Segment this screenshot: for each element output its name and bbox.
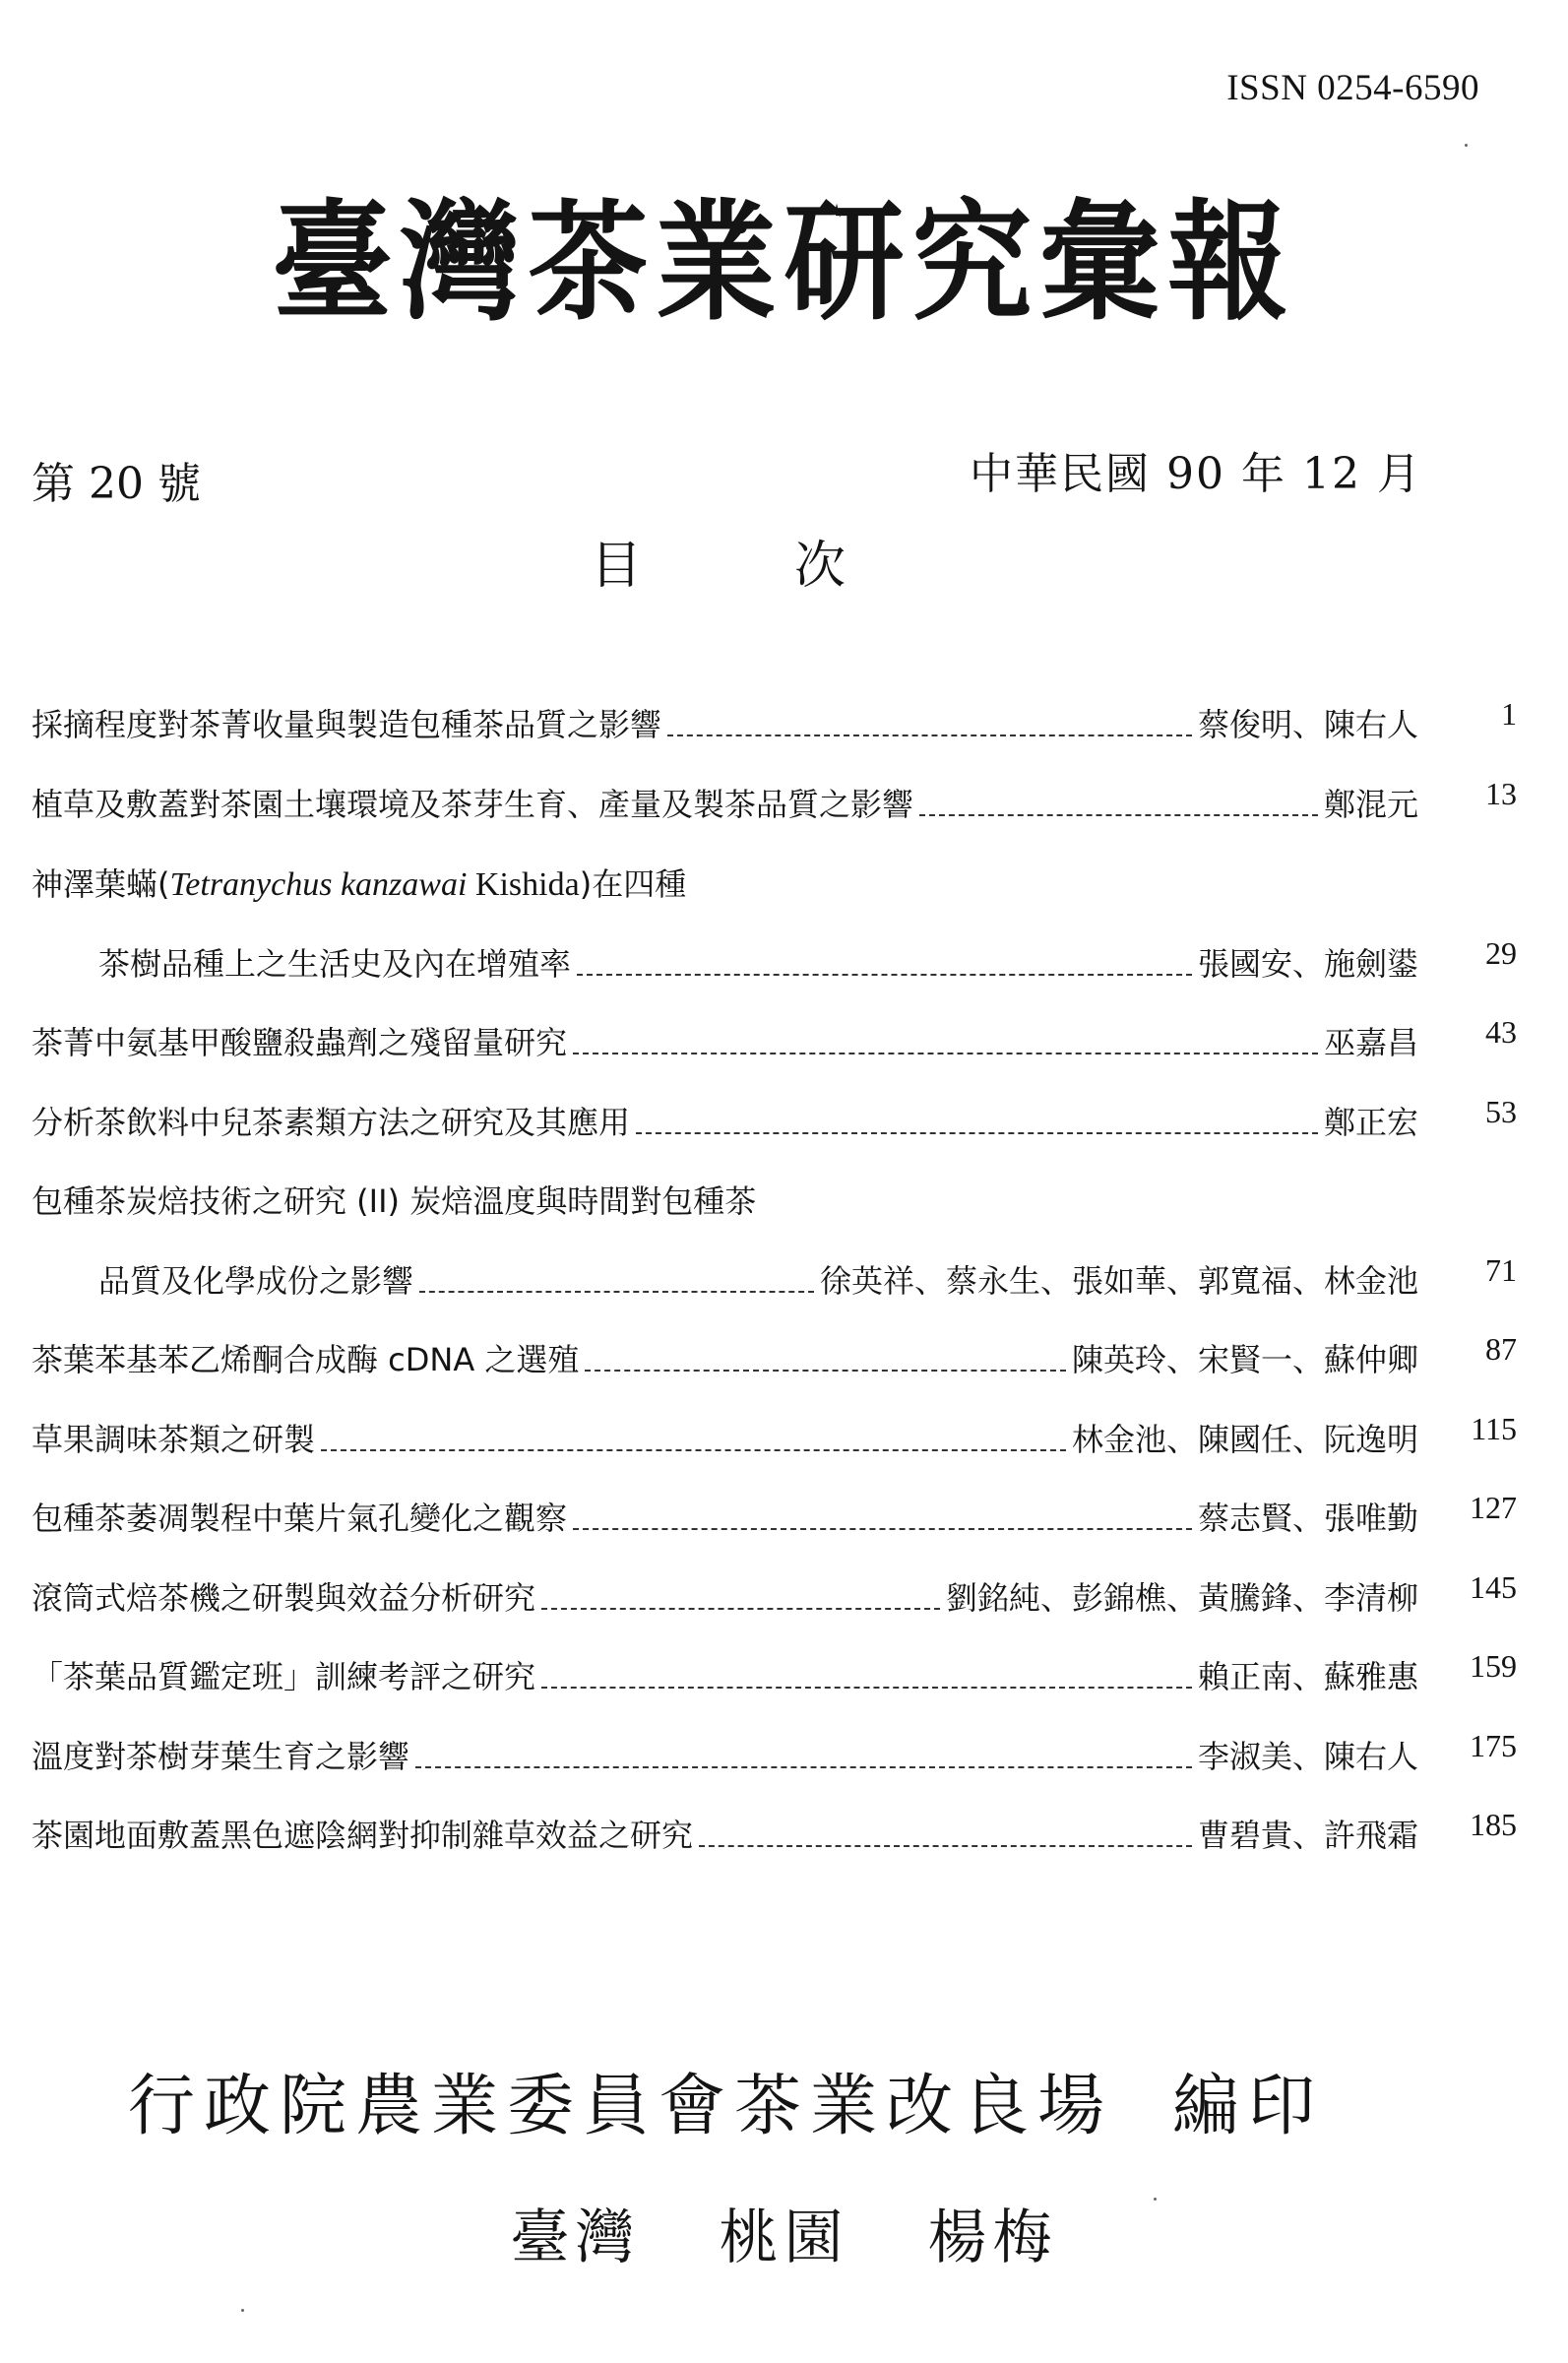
location-town: 楊梅: [927, 2203, 1058, 2272]
toc-entry-page: 175: [1470, 1728, 1517, 1763]
toc-entry-authors: 李淑美、陳右人: [1197, 1738, 1418, 1775]
toc-entry-page: 13: [1485, 776, 1517, 811]
scan-speck: [1465, 144, 1468, 147]
toc-entry-title: 包種茶炭焙技術之研究 (II) 炭焙溫度與時間對包種茶: [31, 1182, 757, 1220]
toc-entry[interactable]: [31, 1488, 1517, 1539]
toc-entry-page: 53: [1485, 1094, 1517, 1129]
toc-entry[interactable]: [31, 1092, 1517, 1143]
toc-entry-page: 127: [1470, 1490, 1517, 1525]
contents-heading-left: 目: [591, 537, 643, 596]
toc-entry-authors: 蔡志賢、張唯勤: [1197, 1500, 1418, 1537]
dot-leader: [573, 1053, 1318, 1054]
issue-number: 第 20 號: [31, 459, 201, 509]
dot-leader: [919, 814, 1318, 816]
journal-title: 臺灣茶業研究彙報: [272, 185, 1296, 339]
publisher-line: [128, 2053, 1324, 2148]
toc-entry-authors: 陳英玲、宋賢一、蘇仲卿: [1071, 1341, 1418, 1378]
toc-entry-title-line: [31, 854, 1517, 905]
toc-entry-authors: 鄭混元: [1323, 786, 1418, 823]
dot-leader: [585, 1370, 1066, 1372]
toc-entry[interactable]: [98, 933, 1517, 985]
dot-leader: [541, 1687, 1192, 1689]
toc-entry-title: 採摘程度對茶菁收量與製造包種茶品質之影響: [31, 706, 662, 743]
toc-entry-authors: 劉銘純、彭錦樵、黃騰鋒、李清柳: [945, 1579, 1418, 1617]
toc-entry-title: 分析茶飲料中兒茶素類方法之研究及其應用: [31, 1104, 631, 1141]
toc-entry[interactable]: [98, 1250, 1517, 1302]
publisher-location: [0, 2191, 1568, 2275]
toc-entry[interactable]: [31, 1409, 1517, 1460]
toc-entry-title: 神澤葉蟎(Tetranychus kanzawai Kishida)在四種: [31, 865, 687, 903]
toc-entry[interactable]: [31, 1012, 1517, 1063]
toc-entry-title: 溫度對茶樹芽葉生育之影響: [31, 1738, 410, 1775]
issn-number: ISSN 0254-6590: [1226, 68, 1479, 108]
toc-entry-title: 草果調味茶類之研製: [31, 1421, 316, 1458]
toc-entry-title: 茶菁中氨基甲酸鹽殺蟲劑之殘留量研究: [31, 1024, 568, 1061]
dot-leader: [636, 1132, 1318, 1134]
toc-entry-authors: 林金池、陳國任、阮逸明: [1071, 1421, 1418, 1458]
toc-entry-title: 「茶葉品質鑑定班」訓練考評之研究: [31, 1658, 536, 1695]
toc-entry-page: 1: [1501, 696, 1517, 732]
dot-leader: [419, 1291, 814, 1293]
toc-entry-title-line: [31, 1171, 1517, 1222]
toc-entry[interactable]: [31, 1726, 1517, 1777]
toc-entry[interactable]: [31, 694, 1517, 745]
toc-entry-authors: 鄭正宏: [1323, 1104, 1418, 1141]
toc-entry-title: 滾筒式焙茶機之研製與效益分析研究: [31, 1579, 536, 1617]
dot-leader: [577, 974, 1192, 976]
toc-entry-authors: 徐英祥、蔡永生、張如華、郭寬福、林金池: [819, 1262, 1418, 1300]
publication-date: 中華民國 90 年 12 月: [970, 449, 1422, 499]
toc-entry-authors: 曹碧貴、許飛霜: [1197, 1817, 1418, 1854]
toc-entry[interactable]: [31, 774, 1517, 825]
toc-entry-page: 87: [1485, 1331, 1517, 1367]
dot-leader: [573, 1528, 1192, 1530]
dot-leader: [667, 734, 1192, 736]
toc-entry-page: 145: [1470, 1569, 1517, 1605]
publisher-name: 行政院農業委員會茶業改良場: [128, 2068, 1114, 2145]
dot-leader: [541, 1608, 940, 1610]
toc-entry-authors: 巫嘉昌: [1323, 1024, 1418, 1061]
toc-entry-authors: 蔡俊明、陳右人: [1197, 706, 1418, 743]
contents-heading: [591, 524, 846, 598]
toc-entry[interactable]: [31, 1646, 1517, 1697]
location-county: 桃園: [719, 2203, 849, 2272]
toc-entry[interactable]: [31, 1805, 1517, 1856]
toc-entry-page: 185: [1470, 1807, 1517, 1842]
toc-entry-title: 茶園地面敷蓋黑色遮陰網對抑制雜草效益之研究: [31, 1817, 694, 1854]
dot-leader: [415, 1766, 1192, 1768]
toc-entry-page: 71: [1485, 1252, 1517, 1288]
toc-entry-authors: 張國安、施劍鍙: [1197, 945, 1418, 983]
toc-entry-page: 159: [1470, 1648, 1517, 1684]
toc-entry-title: 品質及化學成份之影響: [98, 1262, 414, 1300]
contents-heading-right: 次: [794, 537, 847, 596]
species-name: Tetranychus kanzawai: [169, 866, 468, 903]
location-country: 臺灣: [510, 2203, 641, 2272]
toc-entry-title: 包種茶萎凋製程中葉片氣孔變化之觀察: [31, 1500, 568, 1537]
scan-speck: [241, 2309, 244, 2312]
toc-entry-title: 茶樹品種上之生活史及內在增殖率: [98, 945, 572, 983]
toc-entry[interactable]: [31, 1329, 1517, 1380]
dot-leader: [699, 1845, 1192, 1847]
toc-entry-title: 茶葉苯基苯乙烯酮合成酶 cDNA 之選殖: [31, 1341, 580, 1378]
toc-entry[interactable]: [31, 1567, 1517, 1619]
toc-entry-title: 植草及敷蓋對茶園土壤環境及茶芽生育、產量及製茶品質之影響: [31, 786, 914, 823]
toc-entry-page: 115: [1471, 1411, 1517, 1446]
dot-leader: [321, 1449, 1066, 1451]
scan-speck: [1154, 2198, 1157, 2201]
publisher-action: 編印: [1172, 2068, 1325, 2145]
toc-entry-page: 43: [1485, 1014, 1517, 1050]
toc-entry-authors: 賴正南、蘇雅惠: [1197, 1658, 1418, 1695]
toc-entry-page: 29: [1485, 935, 1517, 971]
